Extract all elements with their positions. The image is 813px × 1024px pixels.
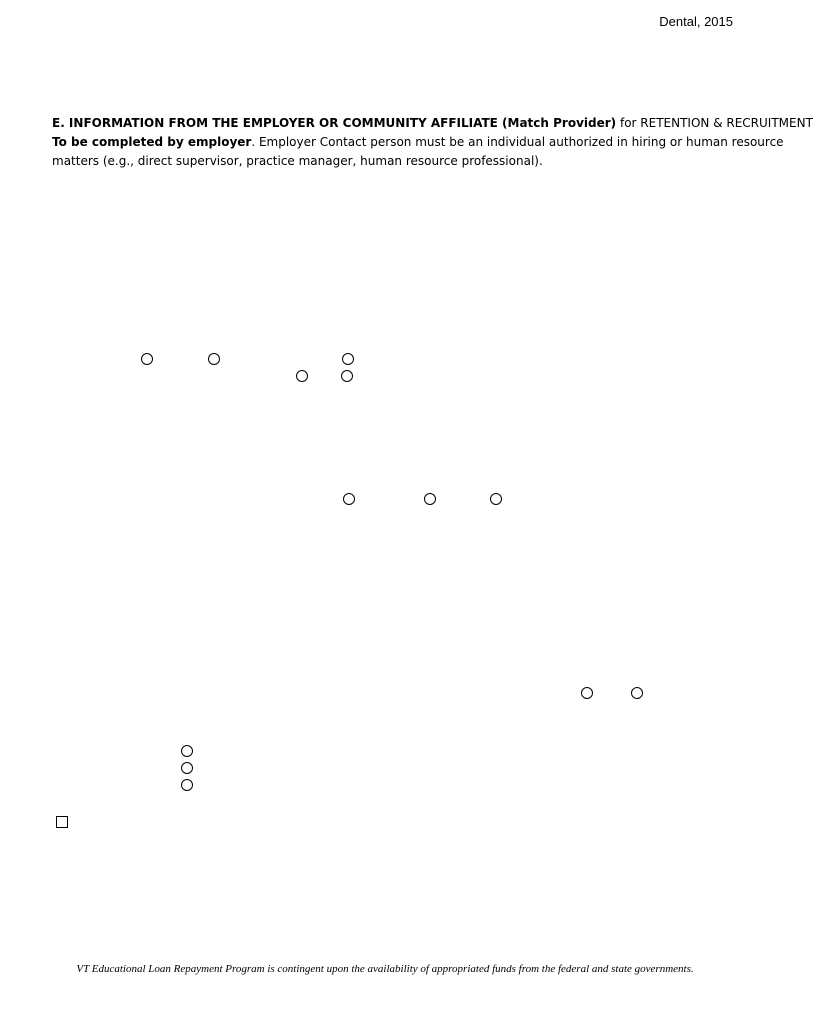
radio-button[interactable]: [424, 493, 436, 505]
radio-button[interactable]: [490, 493, 502, 505]
radio-button[interactable]: [181, 779, 193, 791]
section-instruction: [52, 133, 784, 152]
radio-button[interactable]: [296, 370, 308, 382]
radio-button[interactable]: [631, 687, 643, 699]
checkbox[interactable]: [56, 816, 68, 828]
footer-disclaimer: VT Educational Loan Repayment Program is contingent upon the availability of appropriated funds from the federal and state governments.: [76, 963, 694, 975]
radio-button[interactable]: [181, 745, 193, 757]
radio-button[interactable]: [181, 762, 193, 774]
section-heading-rest: for RETENTION & RECRUITMENT: [616, 116, 813, 130]
instruction-rest: . Employer Contact person must be an individual authorized in hiring or human resource: [251, 135, 784, 149]
section-e: [52, 114, 813, 171]
radio-button[interactable]: [341, 370, 353, 382]
section-heading: [52, 114, 813, 133]
radio-button[interactable]: [581, 687, 593, 699]
radio-button[interactable]: [343, 493, 355, 505]
section-instruction-line3: matters (e.g., direct supervisor, practice manager, human resource professional).: [52, 154, 543, 168]
radio-button[interactable]: [141, 353, 153, 365]
instruction-bold: To be completed by employer: [52, 135, 252, 149]
radio-button[interactable]: [342, 353, 354, 365]
section-heading-bold: E. INFORMATION FROM THE EMPLOYER OR COMMUNITY AFFILIATE (Match Provider): [52, 116, 617, 130]
document-label: Dental, 2015: [659, 14, 733, 29]
radio-button[interactable]: [208, 353, 220, 365]
